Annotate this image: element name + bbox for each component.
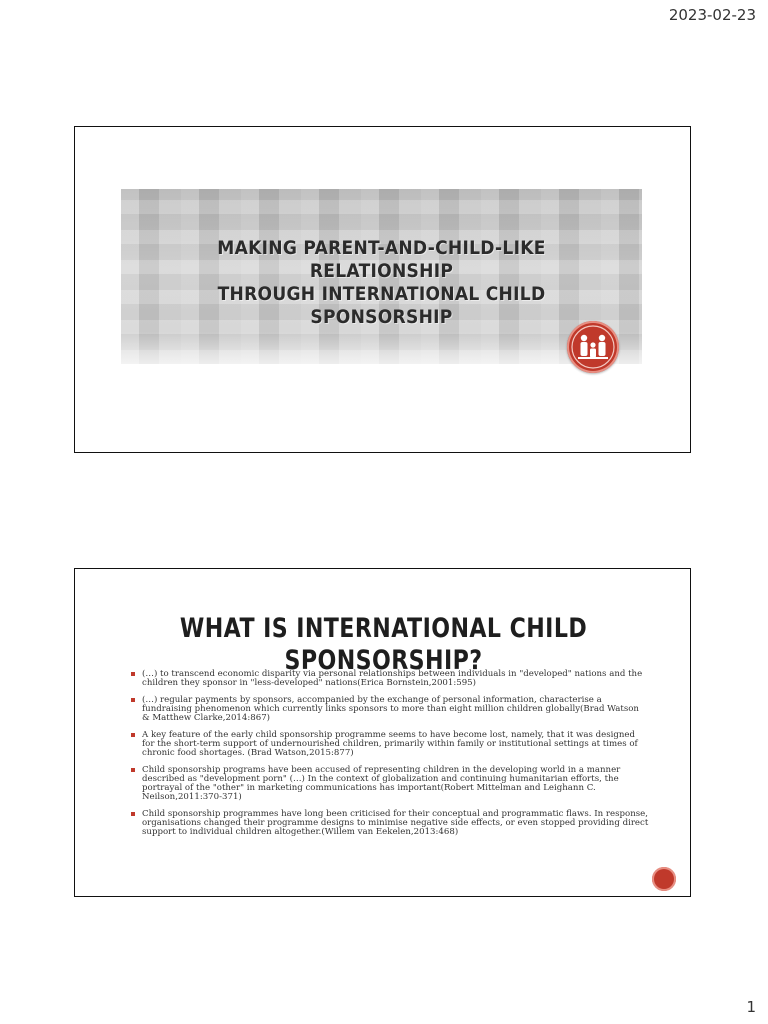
bullet-marker-icon [131,812,135,816]
bullet-item: (…) to transcend economic disparity via personal relationships between individuals in "developed" nations and the children they sponsor in "less-developed" nations(Erica Bornstein,2001:595) [129,670,649,688]
print-date: 2023-02-23 [668,6,756,24]
bullet-marker-icon [131,672,135,676]
bullet-item: (…) regular payments by sponsors, accompanied by the exchange of personal information, characterise a fundraising phenomenon which currently links sponsors to more than eight million children globally(Brad Watson & Matthew Clarke,2014:867) [129,696,649,723]
page-number: 1 [746,998,756,1016]
slide-heading: WHAT IS INTERNATIONAL CHILD SPONSORSHIP? [179,613,588,676]
bullet-marker-icon [131,733,135,737]
bullet-item: A key feature of the early child sponsorship programme seems to have become lost, namely, that it was designed for the short-term support of undernourished children, primarily within family or institutional settings at times of chronic food shortages. (Brad Watson,2015:877) [129,731,649,758]
bullet-list [129,670,649,845]
family-icon [567,321,619,373]
bullet-marker-icon [131,768,135,772]
bullet-marker-icon [131,698,135,702]
title-line-1: MAKING PARENT-AND-CHILD-LIKE RELATIONSHIP [217,237,546,282]
slide-title-text [147,237,616,329]
bullet-item: Child sponsorship programmes have long been criticised for their conceptual and programmatic flaws. In response, organisations changed their programme designs to minimise negative side effects, or even stopped providing direct support to individual children altogether.(Willem van Eekelen,2013:468) [129,810,649,837]
banner-fade [121,331,642,364]
title-line-2: THROUGH INTERNATIONAL CHILD SPONSORSHIP [217,283,546,328]
slide-title [74,126,691,453]
bullet-item: Child sponsorship programs have been accused of representing children in the developing world in a manner described as "development porn" (…) In the context of globalization and continuing humanitarian efforts, the portrayal of the "other" in marketing communications has important(Robert Mittelman and Leighann C. Neilson,2011:370-371) [129,766,649,802]
circle-logo-icon [652,867,676,891]
slide-definition [74,568,691,897]
